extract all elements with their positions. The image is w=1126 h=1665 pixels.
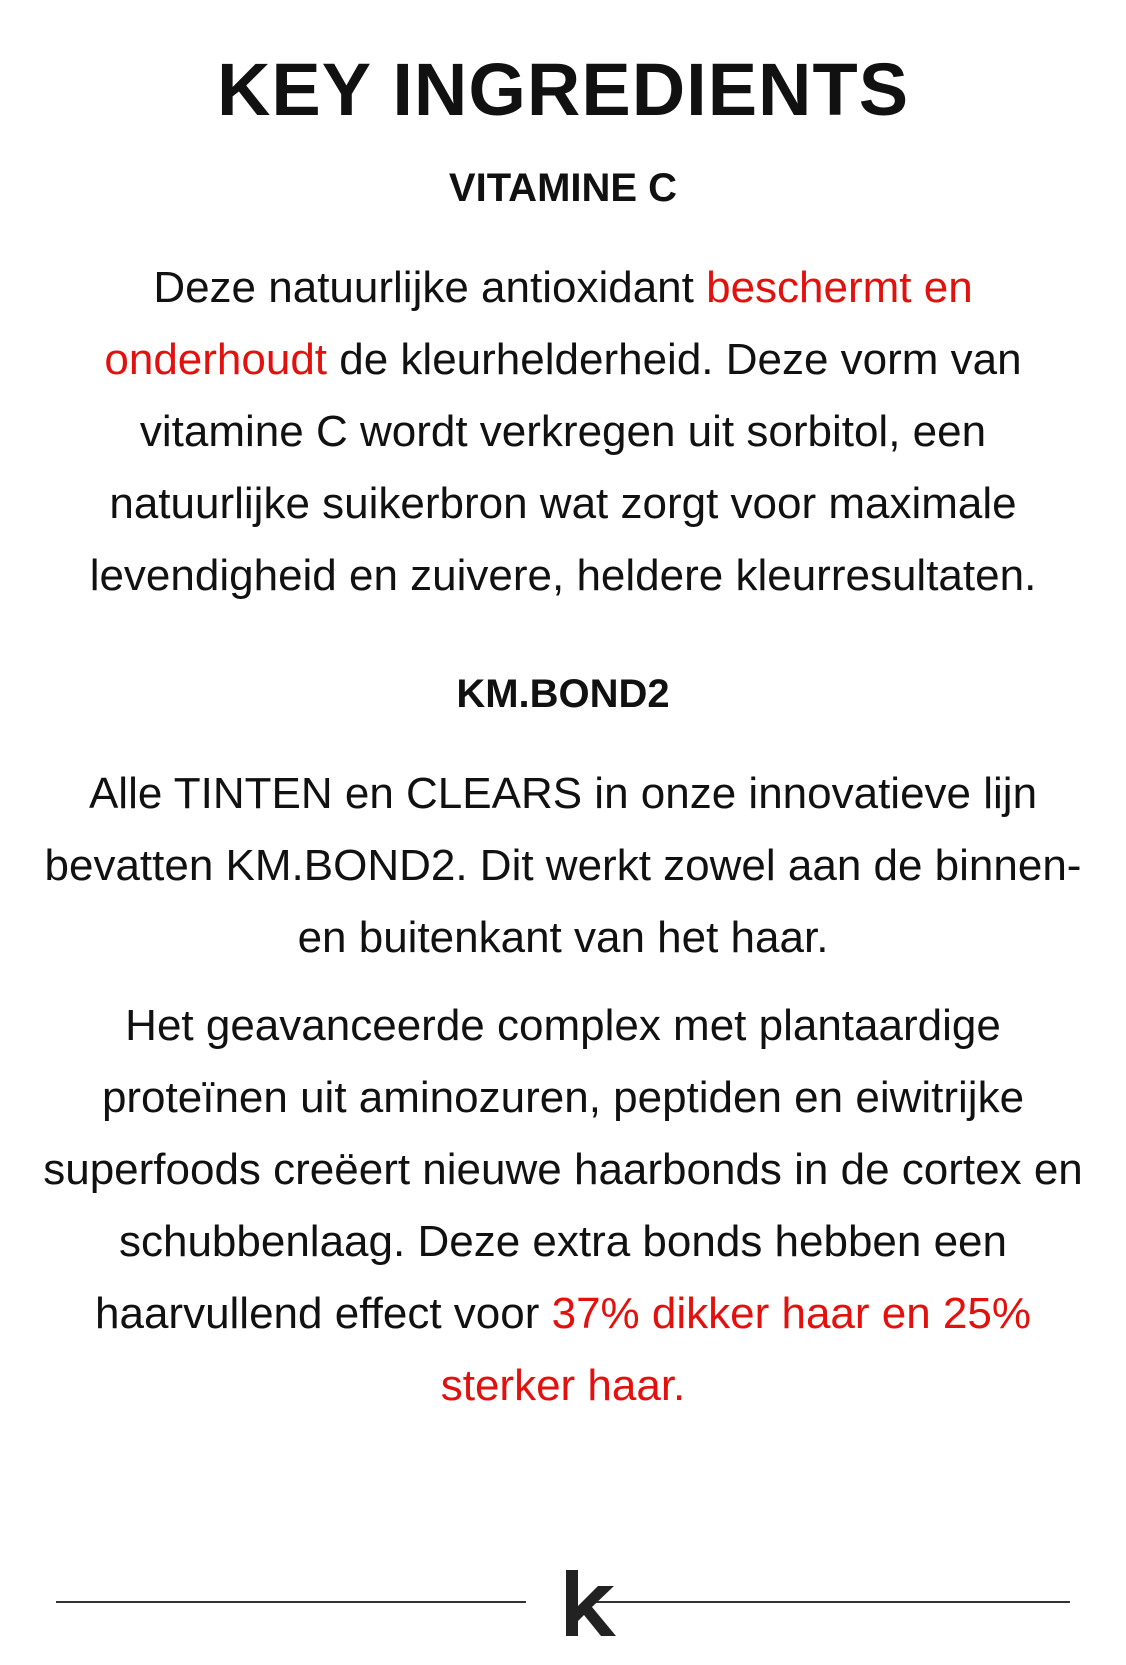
section-heading-vitamine-c: VITAMINE C <box>448 166 678 210</box>
paragraph-text: Het geavanceerde complex met plantaardige proteïnen uit aminozuren, peptiden en eiwitrijke superfoods creëert nieuwe haarbonds in de cortex en schubbenlaag. Deze extra bonds hebben een haarvullend effect voor <box>43 1001 1083 1338</box>
paragraph-text: Deze natuurlijke antioxidant <box>153 263 707 312</box>
paragraph-text: de kleurhelderheid. Deze vorm van vitamine C wordt verkregen uit sorbitol, een natuurlijke suikerbron wat zorgt voor maximale levendigheid en zuivere, heldere kleurresultaten. <box>89 335 1037 600</box>
section-paragraph-km-bond2-intro <box>40 758 1086 974</box>
page-title: KEY INGREDIENTS <box>216 48 910 131</box>
section-heading-km-bond2: KM.BOND2 <box>456 672 670 716</box>
paragraph-text: Alle TINTEN en CLEARS in onze innovatieve lijn bevatten KM.BOND2. Dit werkt zowel aan de binnen- en buitenkant van het haar. <box>44 769 1082 962</box>
k-logo-icon <box>566 1570 620 1636</box>
footer-divider-right <box>596 1601 1070 1603</box>
section-paragraph-vitamine-c <box>40 252 1086 612</box>
highlighted-text: 37% dikker haar en 25% sterker haar. <box>440 1289 1031 1410</box>
highlighted-text: beschermt en onderhoudt <box>104 263 973 384</box>
section-paragraph-km-bond2-details <box>40 990 1086 1422</box>
footer-divider-left <box>56 1601 526 1603</box>
